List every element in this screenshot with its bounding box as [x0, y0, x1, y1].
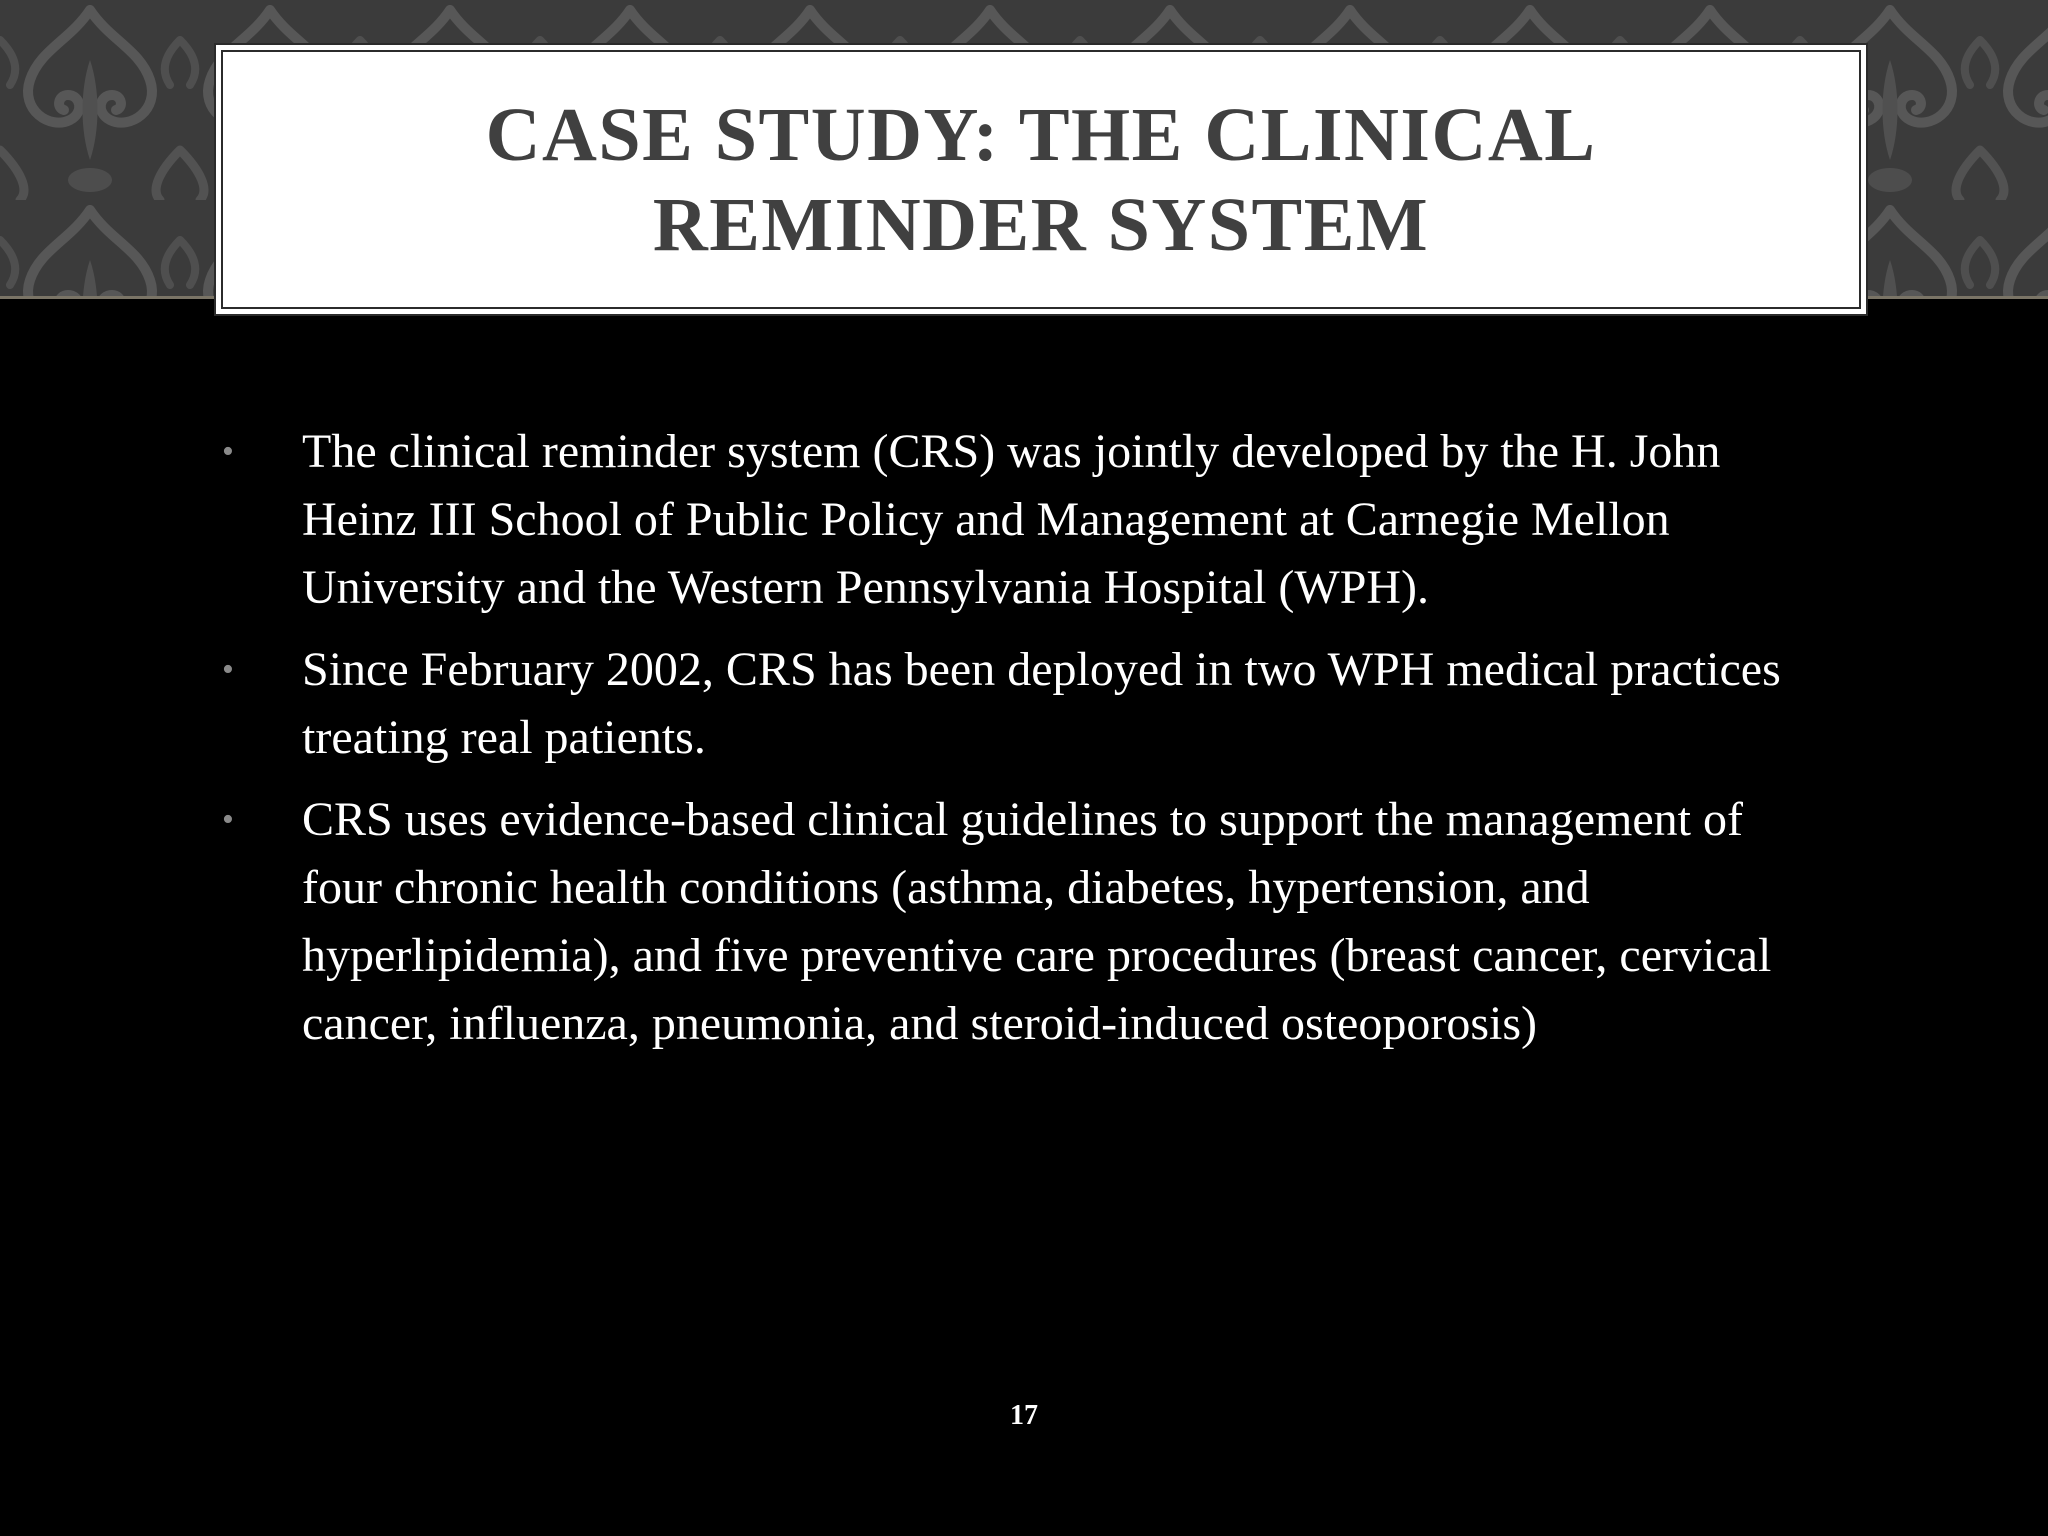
bullet-item [222, 418, 1832, 622]
bullet-icon: • [222, 801, 234, 838]
bullet-icon: • [222, 651, 234, 688]
title-box [214, 43, 1868, 316]
bullet-text: The clinical reminder system (CRS) was jointly developed by the H. John Heinz III School of Public Policy and Management at Carnegie Mellon University and the Western Pennsylvania Hospital (WPH). [302, 425, 1721, 614]
bullet-list [222, 418, 1832, 1072]
bullet-icon: • [222, 433, 234, 470]
page-number: 17 [1010, 1400, 1038, 1431]
title-inner-frame [221, 50, 1861, 309]
bullet-item [222, 636, 1832, 772]
bullet-text: CRS uses evidence-based clinical guidelines to support the management of four chronic health conditions (asthma, diabetes, hypertension, and hyperlipidemia), and five preventive care procedures (breast cancer, cervical cancer, influenza, pneumonia, and steroid-induced osteoporosis) [302, 793, 1772, 1050]
slide-title: CASE STUDY: THE CLINICAL REMINDER SYSTEM [485, 92, 1597, 267]
bullet-text: Since February 2002, CRS has been deployed in two WPH medical practices treating real patients. [302, 643, 1781, 764]
bullet-item [222, 786, 1832, 1058]
